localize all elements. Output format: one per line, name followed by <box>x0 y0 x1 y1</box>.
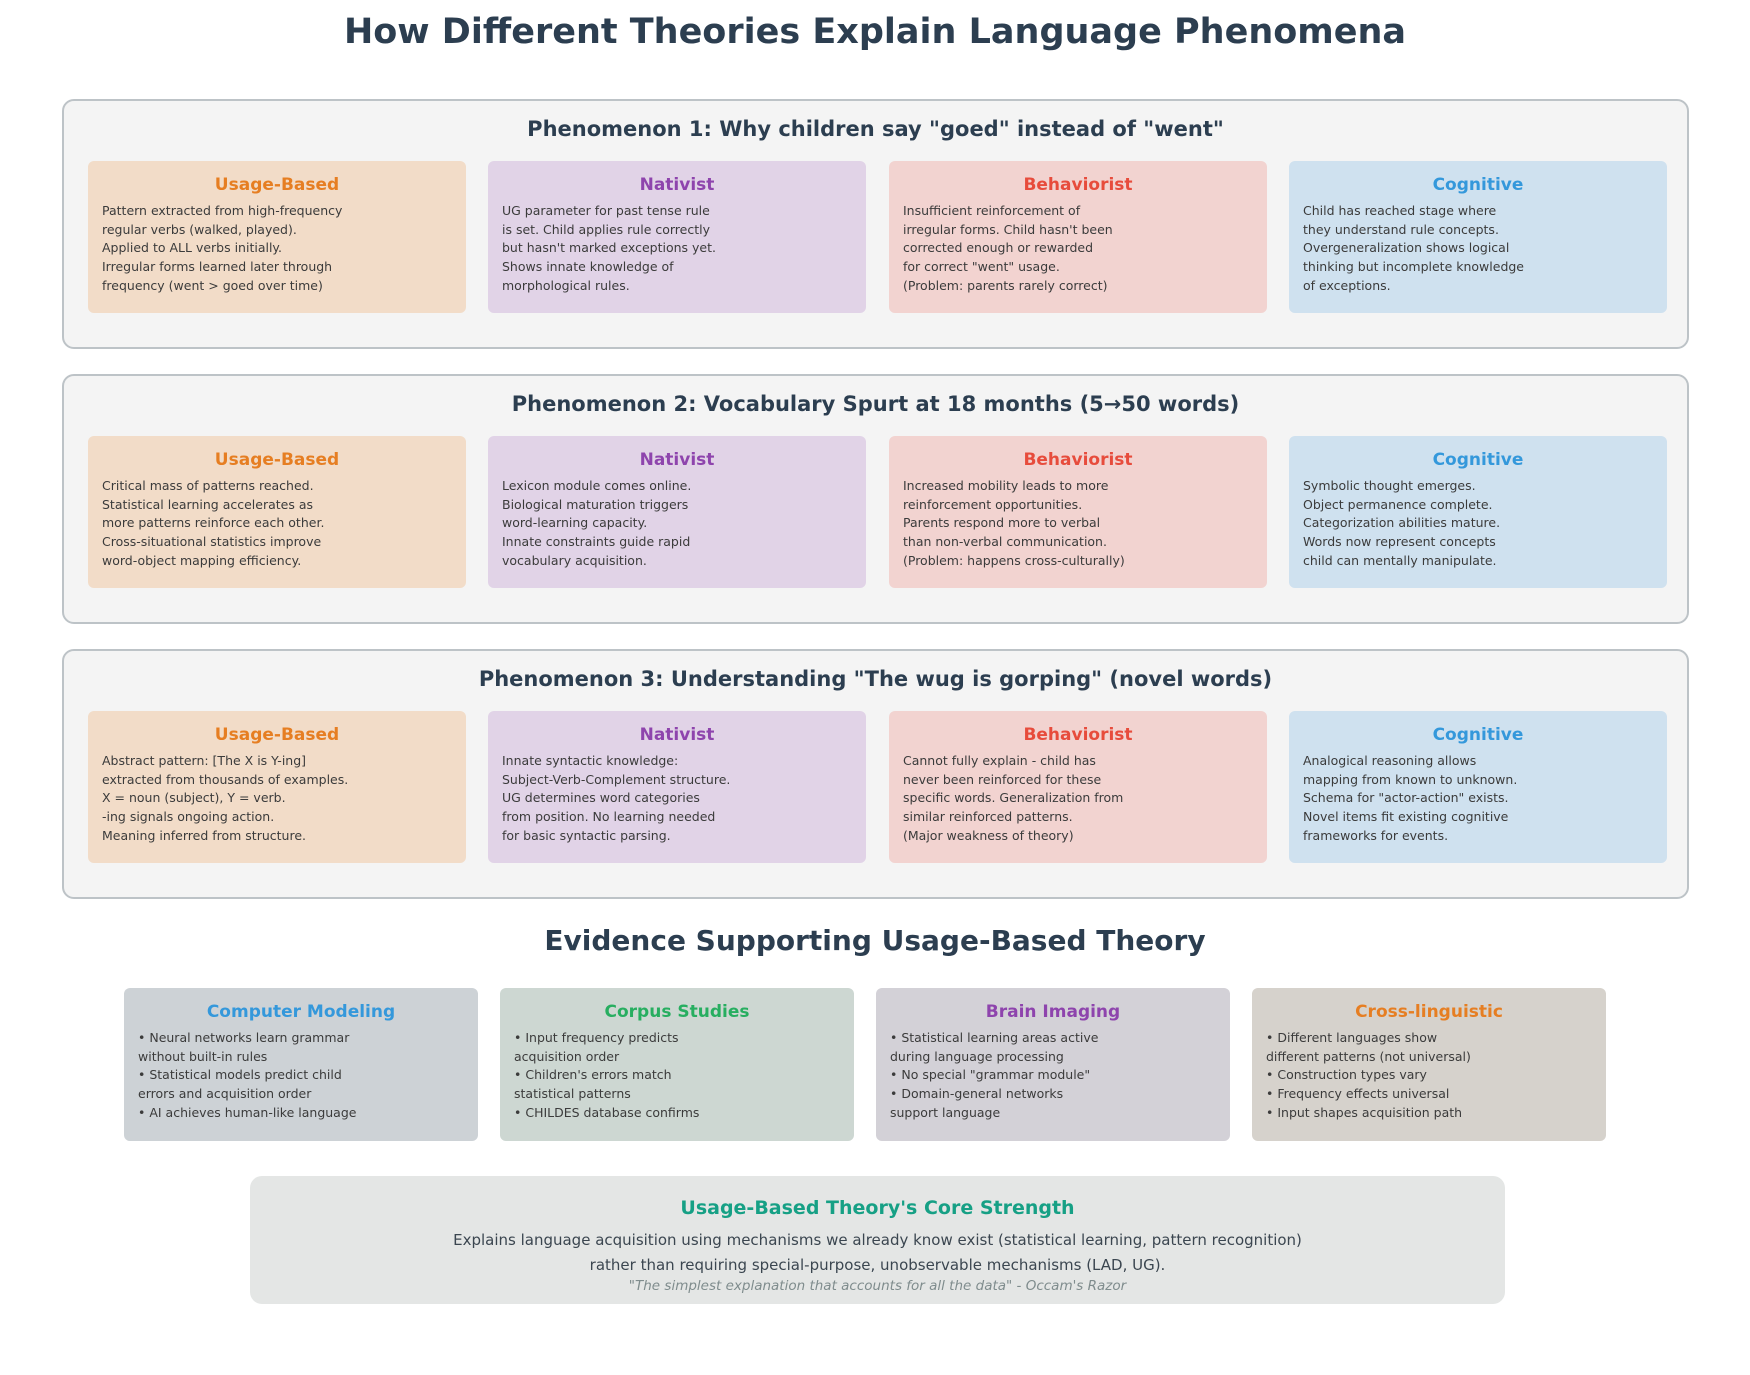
occams-razor-quote: "The simplest explanation that accounts for all the data" - Occam's Razor <box>628 1278 1127 1294</box>
evidence-name: Brain Imaging <box>985 1002 1121 1022</box>
core-strength-title: Usage-Based Theory's Core Strength <box>680 1197 1075 1219</box>
theory-explanation: Lexicon module comes online. Biological maturation triggers word-learning capacity. Innate constraints guide rapid vocabulary acquisition. <box>502 478 692 568</box>
theory-name: Cognitive <box>1432 450 1524 470</box>
nativist-card <box>488 161 866 313</box>
phenomenon-1-panel <box>62 99 1689 349</box>
theory-explanation: Critical mass of patterns reached. Statistical learning accelerates as more patterns reinforce each other. Cross-situational statistics improve word-object mapping efficiency. <box>102 478 325 568</box>
theory-explanation: Insufficient reinforcement of irregular forms. Child hasn't been corrected enough or rewarded for correct "went" usage. (Problem: parents rarely correct) <box>903 203 1113 293</box>
usage-based-card <box>88 711 466 863</box>
theory-name: Usage-Based <box>214 725 340 745</box>
phenomenon-3-title: Phenomenon 3: Understanding "The wug is gorping" (novel words) <box>478 667 1273 691</box>
nativist-card <box>488 711 866 863</box>
evidence-card-brain-imaging <box>876 988 1230 1141</box>
evidence-card-cross-linguistic <box>1252 988 1606 1141</box>
theory-name: Behaviorist <box>1023 175 1133 195</box>
cognitive-card <box>1289 161 1667 313</box>
usage-based-card <box>88 436 466 588</box>
theory-explanation: Analogical reasoning allows mapping from known to unknown. Schema for "actor-action" exists. Novel items fit existing cognitive frameworks for events. <box>1303 753 1518 843</box>
evidence-points: • Statistical learning areas active during language processing • No special "grammar module" • Domain-general networks support language <box>890 1030 1099 1120</box>
evidence-points: • Neural networks learn grammar without built-in rules • Statistical models predict child errors and acquisition order • AI achieves human-like language <box>138 1030 357 1120</box>
theory-explanation: Child has reached stage where they understand rule concepts. Overgeneralization shows logical thinking but incomplete knowledge of exceptions. <box>1303 203 1525 293</box>
usage-based-card <box>88 161 466 313</box>
theory-name: Nativist <box>639 725 715 745</box>
phenomenon-2-panel <box>62 374 1689 624</box>
phenomenon-2-title: Phenomenon 2: Vocabulary Spurt at 18 months (5→50 words) <box>511 392 1240 416</box>
core-strength-box <box>250 1176 1505 1304</box>
behaviorist-card <box>889 161 1267 313</box>
behaviorist-card <box>889 711 1267 863</box>
theory-name: Nativist <box>639 175 715 195</box>
theory-name: Nativist <box>639 450 715 470</box>
phenomenon-1-title: Phenomenon 1: Why children say "goed" instead of "went" <box>527 117 1224 141</box>
theory-explanation: Pattern extracted from high-frequency regular verbs (walked, played). Applied to ALL verbs initially. Irregular forms learned later through frequency (went > goed over time) <box>102 203 343 293</box>
nativist-card <box>488 436 866 588</box>
cognitive-card <box>1289 711 1667 863</box>
behaviorist-card <box>889 436 1267 588</box>
evidence-name: Computer Modeling <box>206 1002 396 1022</box>
phenomenon-3-panel <box>62 649 1689 899</box>
theory-name: Cognitive <box>1432 175 1524 195</box>
evidence-card-computer-modeling <box>124 988 478 1141</box>
evidence-name: Corpus Studies <box>604 1002 750 1022</box>
theory-name: Usage-Based <box>214 175 340 195</box>
theory-explanation: Increased mobility leads to more reinforcement opportunities. Parents respond more to verbal than non-verbal communication. (Problem: happens cross-culturally) <box>903 478 1125 568</box>
evidence-card-corpus-studies <box>500 988 854 1141</box>
theory-explanation: Cannot fully explain - child has never been reinforced for these specific words. Generalization from similar reinforced patterns. (Major weakness of theory) <box>903 753 1124 843</box>
evidence-points: • Input frequency predicts acquisition order • Children's errors match statistical patterns • CHILDES database confirms <box>514 1030 700 1120</box>
theory-name: Behaviorist <box>1023 725 1133 745</box>
core-strength-line-2: rather than requiring special-purpose, unobservable mechanisms (LAD, UG). <box>589 1256 1166 1274</box>
theory-name: Cognitive <box>1432 725 1524 745</box>
theory-explanation: Innate syntactic knowledge: Subject-Verb-Complement structure. UG determines word categories from position. No learning needed for basic syntactic parsing. <box>502 753 731 843</box>
core-strength-line-1: Explains language acquisition using mechanisms we already know exist (statistical learning, pattern recognition) <box>453 1231 1302 1249</box>
theory-explanation: Symbolic thought emerges. Object permanence complete. Categorization abilities mature. Words now represent concepts child can mentally manipulate. <box>1303 478 1501 568</box>
theory-name: Behaviorist <box>1023 450 1133 470</box>
theory-explanation: Abstract pattern: [The X is Y-ing] extracted from thousands of examples. X = noun (subject), Y = verb. -ing signals ongoing action. Meaning inferred from structure. <box>102 753 349 843</box>
evidence-points: • Different languages show different patterns (not universal) • Construction types vary • Frequency effects universal • Input shapes acquisition path <box>1266 1030 1471 1120</box>
evidence-section-title: Evidence Supporting Usage-Based Theory <box>544 924 1206 957</box>
evidence-name: Cross-linguistic <box>1355 1002 1503 1022</box>
cognitive-card <box>1289 436 1667 588</box>
theory-name: Usage-Based <box>214 450 340 470</box>
page-title: How Different Theories Explain Language Phenomena <box>343 12 1407 52</box>
theory-explanation: UG parameter for past tense rule is set. Child applies rule correctly but hasn't marked exceptions yet. Shows innate knowledge of morphological rules. <box>502 203 716 293</box>
